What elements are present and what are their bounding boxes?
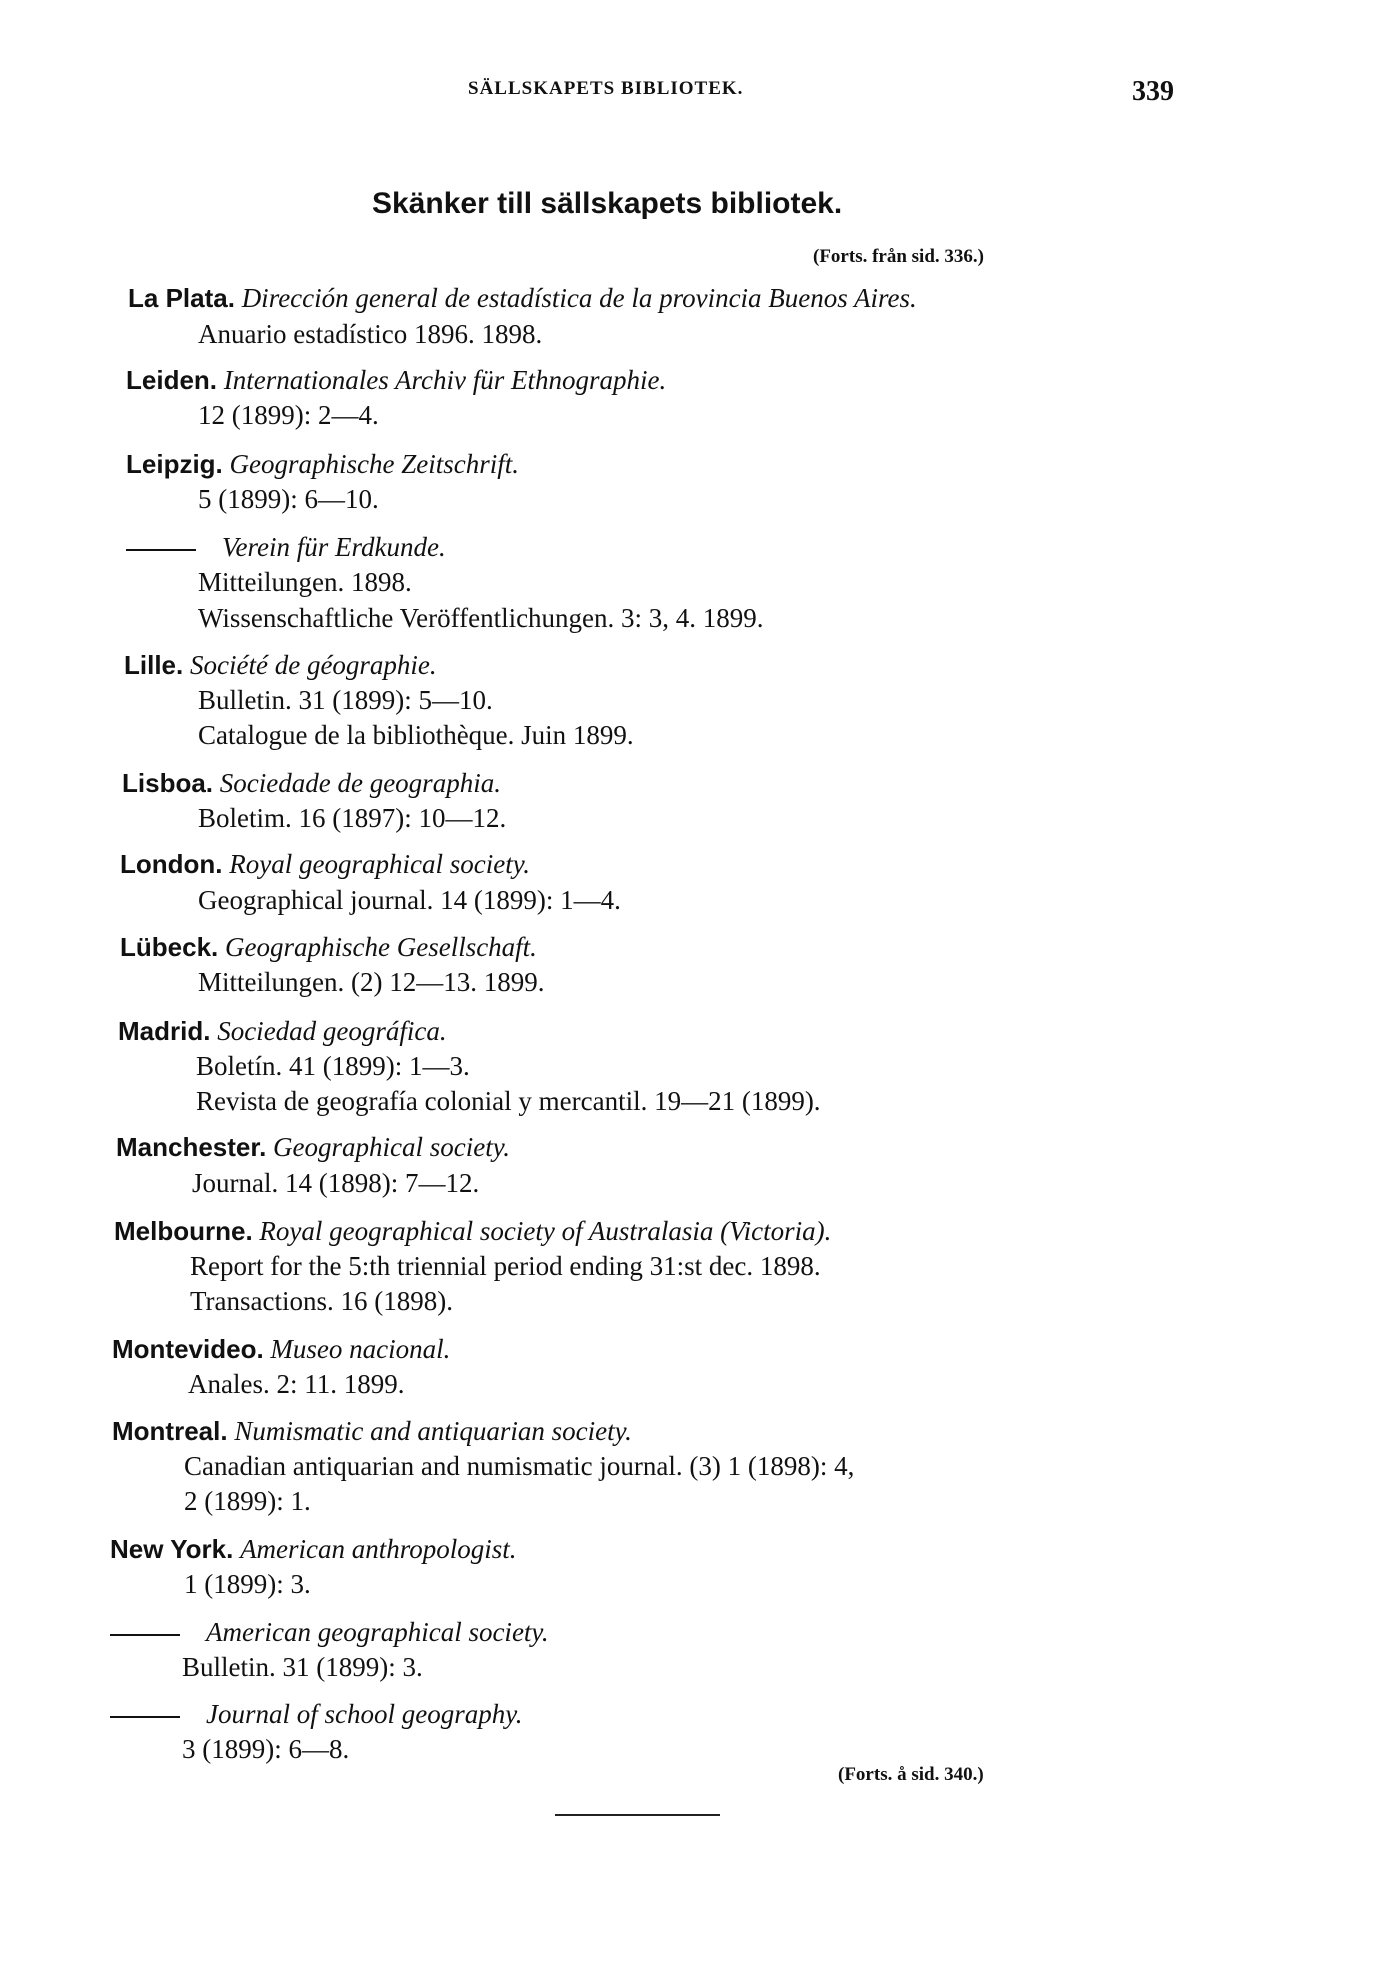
entry-line: Boletim. 16 (1897): 10—12. (198, 803, 507, 833)
entry-society: Verein für Erdkunde. (222, 532, 446, 562)
ditto-dash (110, 1716, 180, 1718)
entry-line: Anales. 2: 11. 1899. (188, 1369, 405, 1399)
entry-society: American geographical society. (206, 1617, 549, 1647)
entry-heading (110, 1698, 522, 1730)
continuation-note-bottom: (Forts. å sid. 340.) (838, 1764, 984, 1785)
entry-heading (126, 364, 666, 396)
entry-line: Mitteilungen. (2) 12—13. 1899. (198, 967, 545, 997)
entry-place: Melbourne. (114, 1216, 253, 1246)
entry-society: Internationales Archiv für Ethnographie. (223, 365, 667, 395)
entry-line: 5 (1899): 6—10. (198, 484, 379, 514)
entry-line: Catalogue de la bibliothèque. Juin 1899. (198, 720, 634, 750)
continuation-note-top: (Forts. från sid. 336.) (813, 246, 984, 267)
entry-heading (114, 1215, 831, 1247)
entry-line: 1 (1899): 3. (184, 1569, 311, 1599)
entry-society: Numismatic and antiquarian society. (234, 1416, 632, 1446)
entry-society: Dirección general de estadística de la provincia Buenos Aires. (241, 283, 917, 313)
entry-line: Wissenschaftliche Veröffentlichungen. 3: 3, 4. 1899. (198, 603, 764, 633)
entry-society: Geographical society. (273, 1132, 510, 1162)
entry-heading (110, 1616, 549, 1648)
entry-line: Journal. 14 (1898): 7—12. (192, 1168, 480, 1198)
entry-place: New York. (110, 1534, 234, 1564)
entry-heading (118, 1015, 447, 1047)
entry-line: Bulletin. 31 (1899): 3. (182, 1652, 423, 1682)
entry-society: Geographische Zeitschrift. (229, 449, 520, 479)
entry-heading (122, 767, 501, 799)
ditto-dash (110, 1634, 180, 1636)
entry-place: Lille. (124, 650, 184, 680)
entry-place: London. (120, 849, 223, 879)
entry-society: Sociedad geográfica. (217, 1016, 447, 1046)
entry-society: Société de géographie. (190, 650, 437, 680)
entry-heading (124, 649, 437, 681)
entry-place: Manchester. (116, 1132, 267, 1162)
entry-line: Boletín. 41 (1899): 1—3. (196, 1051, 470, 1081)
entry-line: Canadian antiquarian and numismatic journal. (3) 1 (1898): 4, (184, 1451, 855, 1481)
entry-line: 2 (1899): 1. (184, 1486, 311, 1516)
entry-place: Lübeck. (120, 932, 219, 962)
entry-place: La Plata. (128, 283, 235, 313)
entry-society: Museo nacional. (270, 1334, 451, 1364)
entry-line: Transactions. 16 (1898). (190, 1286, 453, 1316)
entry-society: Journal of school geography. (206, 1699, 523, 1729)
footer-rule (555, 1814, 720, 1816)
entry-place: Leiden. (126, 365, 218, 395)
entry-line: Bulletin. 31 (1899): 5—10. (198, 685, 493, 715)
entry-line: 3 (1899): 6—8. (182, 1734, 350, 1764)
page-title: Skänker till sällskapets bibliotek. (372, 187, 843, 220)
entry-heading (112, 1333, 450, 1365)
entry-society: Geographische Gesellschaft. (225, 932, 537, 962)
entry-society: American anthropologist. (240, 1534, 517, 1564)
entry-place: Madrid. (118, 1016, 211, 1046)
entry-heading (112, 1415, 632, 1447)
page-number: 339 (1132, 76, 1174, 107)
entry-heading (126, 531, 446, 563)
entry-line: Mitteilungen. 1898. (198, 567, 412, 597)
entry-place: Leipzig. (126, 449, 223, 479)
entry-heading (128, 282, 917, 314)
running-head: SÄLLSKAPETS BIBLIOTEK. (468, 78, 744, 99)
entry-line: Anuario estadístico 1896. 1898. (198, 319, 543, 349)
entry-heading (120, 848, 530, 880)
entry-line: Report for the 5:th triennial period ending 31:st dec. 1898. (190, 1251, 821, 1281)
entry-line: Revista de geografía colonial y mercantil. 19—21 (1899). (196, 1086, 821, 1116)
entry-place: Montreal. (112, 1416, 228, 1446)
entry-place: Montevideo. (112, 1334, 264, 1364)
entry-line: 12 (1899): 2—4. (198, 400, 379, 430)
ditto-dash (126, 549, 196, 551)
entry-heading (120, 931, 537, 963)
entry-society: Royal geographical society of Australasia (Victoria). (259, 1216, 832, 1246)
entry-place: Lisboa. (122, 768, 214, 798)
entry-heading (110, 1533, 517, 1565)
entry-line: Geographical journal. 14 (1899): 1—4. (198, 885, 621, 915)
entry-heading (126, 448, 519, 480)
entry-society: Royal geographical society. (229, 849, 530, 879)
entry-heading (116, 1131, 510, 1163)
entry-society: Sociedade de geographia. (219, 768, 501, 798)
